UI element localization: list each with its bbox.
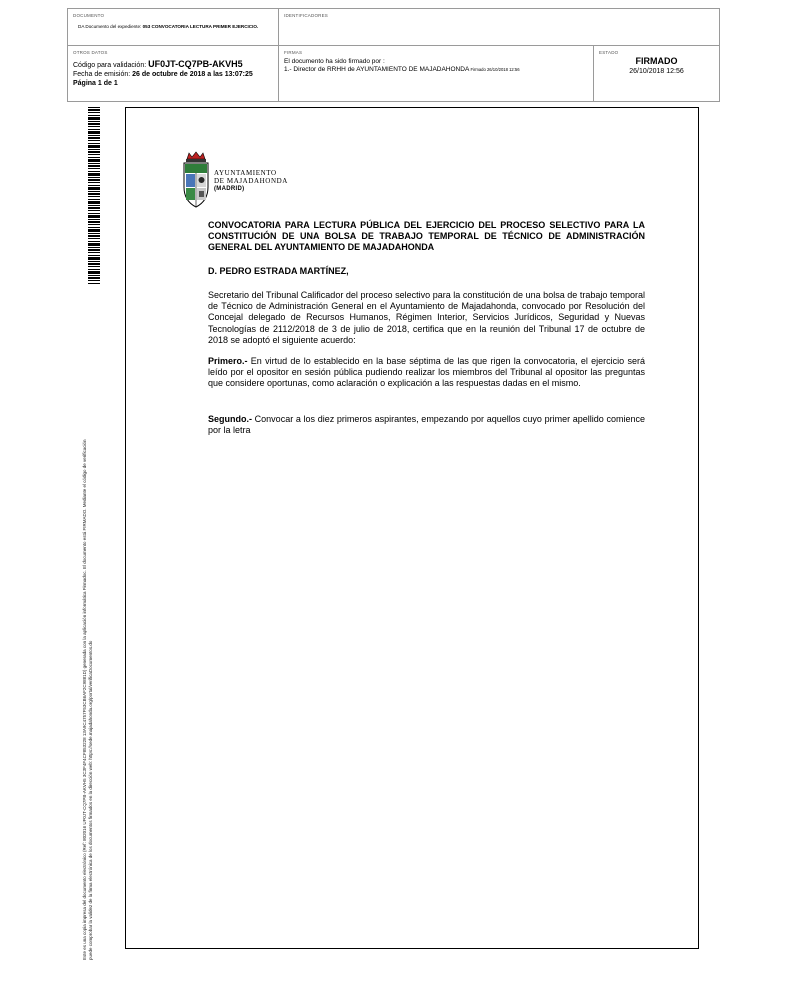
validation-info (73, 60, 253, 88)
firmas-label: FIRMAS (284, 50, 303, 55)
estado-value: FIRMADO (635, 56, 678, 66)
fecha-value: 26 de octubre de 2018 a las 13:07:25 (132, 71, 253, 78)
signatory-name: D. PEDRO ESTRADA MARTÍNEZ, (208, 266, 349, 276)
municipality-name: AYUNTAMIENTO DE MAJADAHONDA (MADRID) (214, 169, 288, 192)
codigo-line: Código para validación: UF0JT-CQ7PB-AKVH5 (73, 59, 243, 69)
documento-cell (68, 9, 278, 45)
codigo-value: UF0JT-CQ7PB-AKVH5 (148, 59, 243, 69)
firmas-line1: El documento ha sido firmado por : (284, 58, 385, 65)
estado-date: 26/10/2018 12:56 (629, 68, 684, 75)
paragraph-segundo: Segundo.- Convocar a los diez primeros aspirantes, empezando por aquellos cuyo primer apellido comience por la letra (208, 414, 645, 436)
otros-datos-cell (68, 46, 278, 101)
paragraph-primero: Primero.- En virtud de lo establecido en la base séptima de las que rigen la convocatoria, el ejercicio será leído por el opositor en sesión pública pudiendo realizar los miembros del Tribunal al opositor las preguntas que considere oportunas, como aclaración o explicación a las respuestas dadas en el mismo. (208, 356, 645, 389)
identificadores-label: IDENTIFICADORES (284, 13, 329, 18)
fecha-line: Fecha de emisión: 26 de octubre de 2018 a las 13:07:25 (73, 71, 253, 78)
estado-label: ESTADO (599, 50, 619, 55)
paragraph-intro: Secretario del Tribunal Calificador del proceso selectivo para la constitución de una bolsa de trabajo temporal de Técnico de Administración General en el Ayuntamiento de Majadahonda, convocado por Resolución del Concejal delegado de Recursos Humanos, Régimen Interior, Servicios Jurídicos, Seguridad y Nuevas Tecnologías de 2112/2018 de 3 de julio de 2018, certifica que en la reunión del Tribunal 17 de octubre de 2018 se adoptó el siguiente acuerdo: (208, 290, 645, 345)
header-top-row (67, 8, 720, 46)
barcode (88, 107, 100, 285)
side-verification-text: Este es una copia impresa del documento electrónico (Ref: 802016 UF0JT-CQ7PB-AKVH5 3C3F4F4CF853228 13A9C4757F53CB6AF2C9881D) generada con la aplicación informática Firmadoc. El documento está FIRMADO. Mediante el código de verificación puede comprobar la validez de la firma electrónica de los documentos firmados en la dirección web: https://sede.majadahonda.org/portal/verificaDocumentos.do (82, 439, 93, 960)
header-bottom-row (67, 46, 720, 102)
documento-label: DOCUMENTO (73, 13, 105, 18)
identificadores-cell (278, 9, 719, 45)
pagina-text: Página 1 de 1 (73, 80, 118, 87)
otros-datos-label: OTROS DATOS (73, 50, 108, 55)
estado-cell (593, 46, 719, 101)
document-title: CONVOCATORIA PARA LECTURA PÚBLICA DEL EJERCICIO DEL PROCESO SELECTIVO PARA LA CONSTITUCIÓN DE UNA BOLSA DE TRABAJO TEMPORAL DE TÉCNICO DE ADMINISTRACIÓN GENERAL DEL AYUNTAMIENTO DE MAJADAHONDA (208, 220, 645, 253)
firmas-cell (278, 46, 593, 101)
documento-text: DA Documento del expediente: 053 CONVOCATORIA LECTURA PRIMER EJERCICIO. (78, 24, 259, 29)
firmas-info (284, 58, 520, 74)
firmas-line2: 1.- Director de RRHH de AYUNTAMIENTO DE MAJADAHONDA Firmado 26/10/2018 12:56 (284, 66, 520, 73)
coat-of-arms-icon (181, 151, 211, 214)
